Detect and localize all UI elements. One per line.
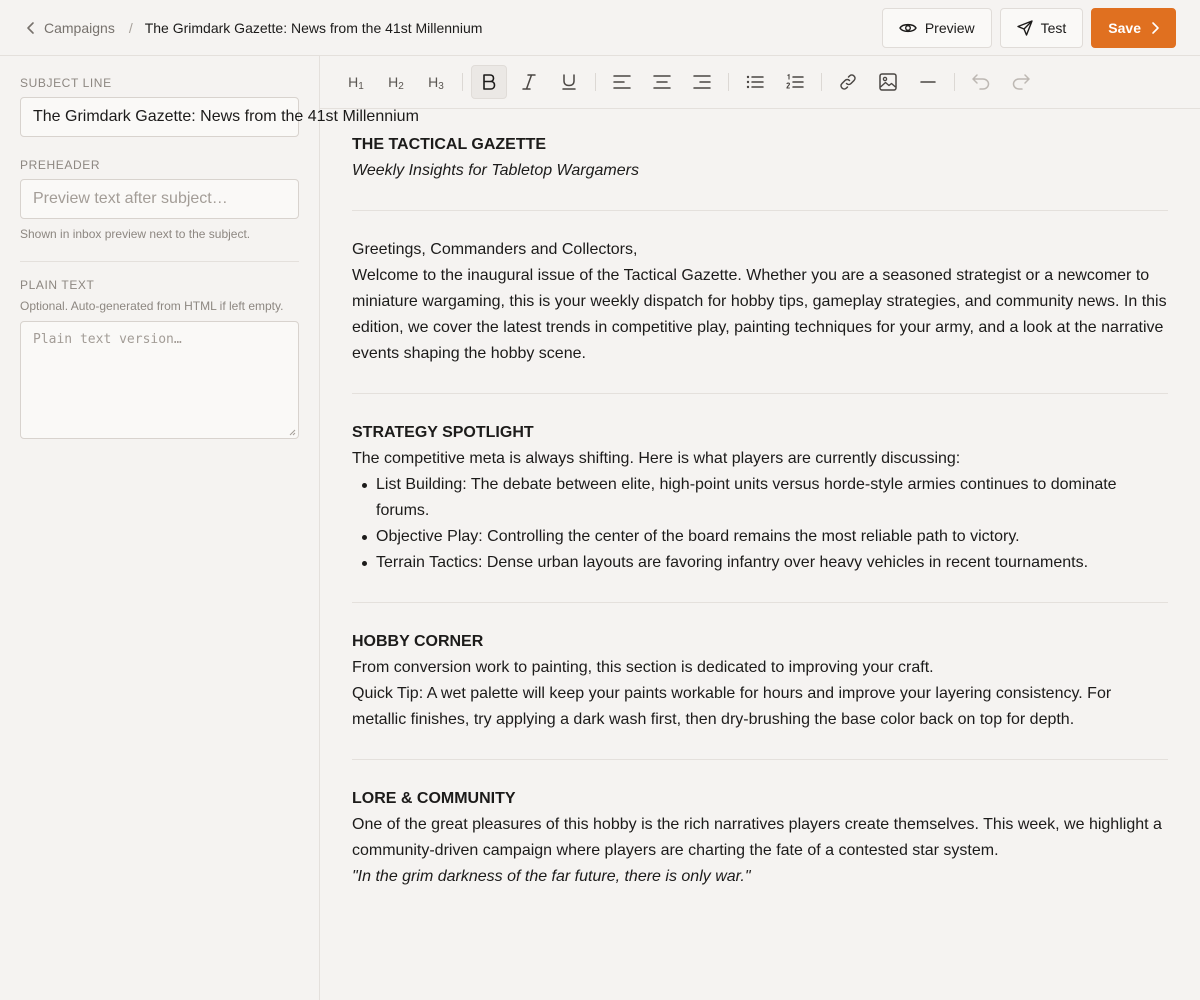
align-left-button[interactable] (604, 65, 640, 99)
image-icon (879, 73, 897, 91)
list-item: List Building: The debate between elite, high-point units versus horde-style armies continues to dominate forums. (376, 472, 1168, 524)
toolbar-separator (595, 73, 596, 91)
eye-icon (899, 21, 917, 35)
bold-button[interactable] (471, 65, 507, 99)
section-divider (352, 210, 1168, 211)
save-button-label: Save (1108, 20, 1141, 36)
bullet-list-button[interactable] (737, 65, 773, 99)
hobby-tip: Quick Tip: A wet palette will keep your paints workable for hours and improve your layering consistency. For metallic finishes, try applying a dark wash first, then dry-brushing the base color back on top for depth. (352, 685, 1112, 728)
top-bar (0, 0, 1200, 56)
intro-paragraph: Welcome to the inaugural issue of the Tactical Gazette. Whether you are a seasoned strategist or a newcomer to miniature wargaming, this is your weekly dispatch for hobby tips, gameplay strategies, and community news. In this edition, we cover the latest trends in competitive play, painting techniques for your army, and a look at the narrative events shaping the hobby scene. (352, 267, 1167, 362)
chevron-right-icon (1151, 22, 1159, 34)
plain-text-hint: Optional. Auto-generated from HTML if left empty. (20, 299, 284, 313)
strategy-heading: STRATEGY SPOTLIGHT (352, 424, 534, 441)
hobby-heading: HOBBY CORNER (352, 633, 484, 650)
strategy-list (352, 472, 1168, 576)
save-button[interactable] (1091, 8, 1176, 48)
toolbar-separator (954, 73, 955, 91)
back-to-campaigns-link[interactable] (26, 20, 115, 36)
list-item: Terrain Tactics: Dense urban layouts are favoring infantry over heavy vehicles in recent tournaments. (376, 550, 1168, 576)
align-right-icon (693, 75, 711, 89)
horizontal-rule-button[interactable] (910, 65, 946, 99)
greeting-paragraph: Greetings, Commanders and Collectors, (352, 241, 638, 258)
link-icon (839, 73, 857, 91)
page-title: The Grimdark Gazette: News from the 41st Millennium (144, 20, 483, 36)
heading-1-button[interactable] (338, 65, 374, 99)
image-button[interactable] (870, 65, 906, 99)
strategy-intro: The competitive meta is always shifting. Here is what players are currently discussing: (352, 450, 961, 467)
subject-line-label: SUBJECT LINE (20, 76, 112, 90)
heading-2-button[interactable] (378, 65, 414, 99)
preview-button[interactable] (882, 8, 992, 48)
preheader-label: PREHEADER (20, 158, 101, 172)
section-divider (352, 759, 1168, 760)
redo-button[interactable] (1003, 65, 1039, 99)
link-button[interactable] (830, 65, 866, 99)
italic-button[interactable] (511, 65, 547, 99)
test-button[interactable] (1000, 8, 1084, 48)
breadcrumb-campaigns-label: Campaigns (44, 20, 115, 36)
heading-1-icon: $H_1$ (348, 74, 364, 92)
toolbar-separator (821, 73, 822, 91)
undo-button[interactable] (963, 65, 999, 99)
breadcrumb (26, 0, 482, 56)
heading-3-button[interactable] (418, 65, 454, 99)
horizontal-rule-icon (920, 80, 936, 84)
breadcrumb-separator: / (128, 20, 133, 36)
formatting-toolbar (320, 56, 1200, 109)
redo-icon (1012, 74, 1030, 90)
underline-button[interactable] (551, 65, 587, 99)
masthead-subtitle: Weekly Insights for Tabletop Wargamers (352, 162, 639, 179)
preview-button-label: Preview (924, 20, 975, 36)
align-center-button[interactable] (644, 65, 680, 99)
underline-icon (562, 74, 576, 90)
toolbar-separator (728, 73, 729, 91)
lore-quote: "In the grim darkness of the far future, there is only war." (352, 868, 751, 885)
test-button-label: Test (1040, 20, 1067, 36)
plain-text-placeholder: Plain text version… (33, 332, 182, 347)
bullet-list-icon (746, 75, 764, 89)
preheader-hint: Shown in inbox preview next to the subject. (20, 227, 251, 241)
plain-text-textarea[interactable] (20, 321, 299, 439)
masthead-title: THE TACTICAL GAZETTE (352, 136, 547, 153)
section-divider (352, 602, 1168, 603)
align-right-button[interactable] (684, 65, 720, 99)
hobby-intro: From conversion work to painting, this section is dedicated to improving your craft. (352, 659, 934, 676)
list-item: Objective Play: Controlling the center of the board remains the most reliable path to victory. (376, 524, 1168, 550)
heading-3-icon: $H_3$ (428, 74, 444, 92)
chevron-left-icon (26, 22, 36, 34)
send-icon (1017, 20, 1033, 36)
sidebar-divider (20, 261, 299, 262)
italic-icon (522, 74, 536, 90)
lore-paragraph: One of the great pleasures of this hobby is the rich narratives players create themselves. This week, we highlight a community-driven campaign where players are charting the fate of a contested star system. (352, 816, 1162, 859)
subject-line-input[interactable]: The Grimdark Gazette: News from the 41st Millennium (20, 97, 299, 137)
align-center-icon (653, 75, 671, 89)
plain-text-label: PLAIN TEXT (20, 278, 95, 292)
numbered-list-icon (786, 74, 804, 90)
lore-heading: LORE & COMMUNITY (352, 790, 516, 807)
email-body-editor[interactable] (352, 132, 1168, 890)
resize-handle-icon[interactable] (288, 428, 296, 436)
toolbar-separator (462, 73, 463, 91)
undo-icon (972, 74, 990, 90)
numbered-list-button[interactable] (777, 65, 813, 99)
section-divider (352, 393, 1168, 394)
preheader-input[interactable]: Preview text after subject… (20, 179, 299, 219)
bold-icon (482, 74, 496, 90)
heading-2-icon: $H_2$ (388, 74, 404, 92)
top-actions (882, 8, 1176, 48)
align-left-icon (613, 75, 631, 89)
